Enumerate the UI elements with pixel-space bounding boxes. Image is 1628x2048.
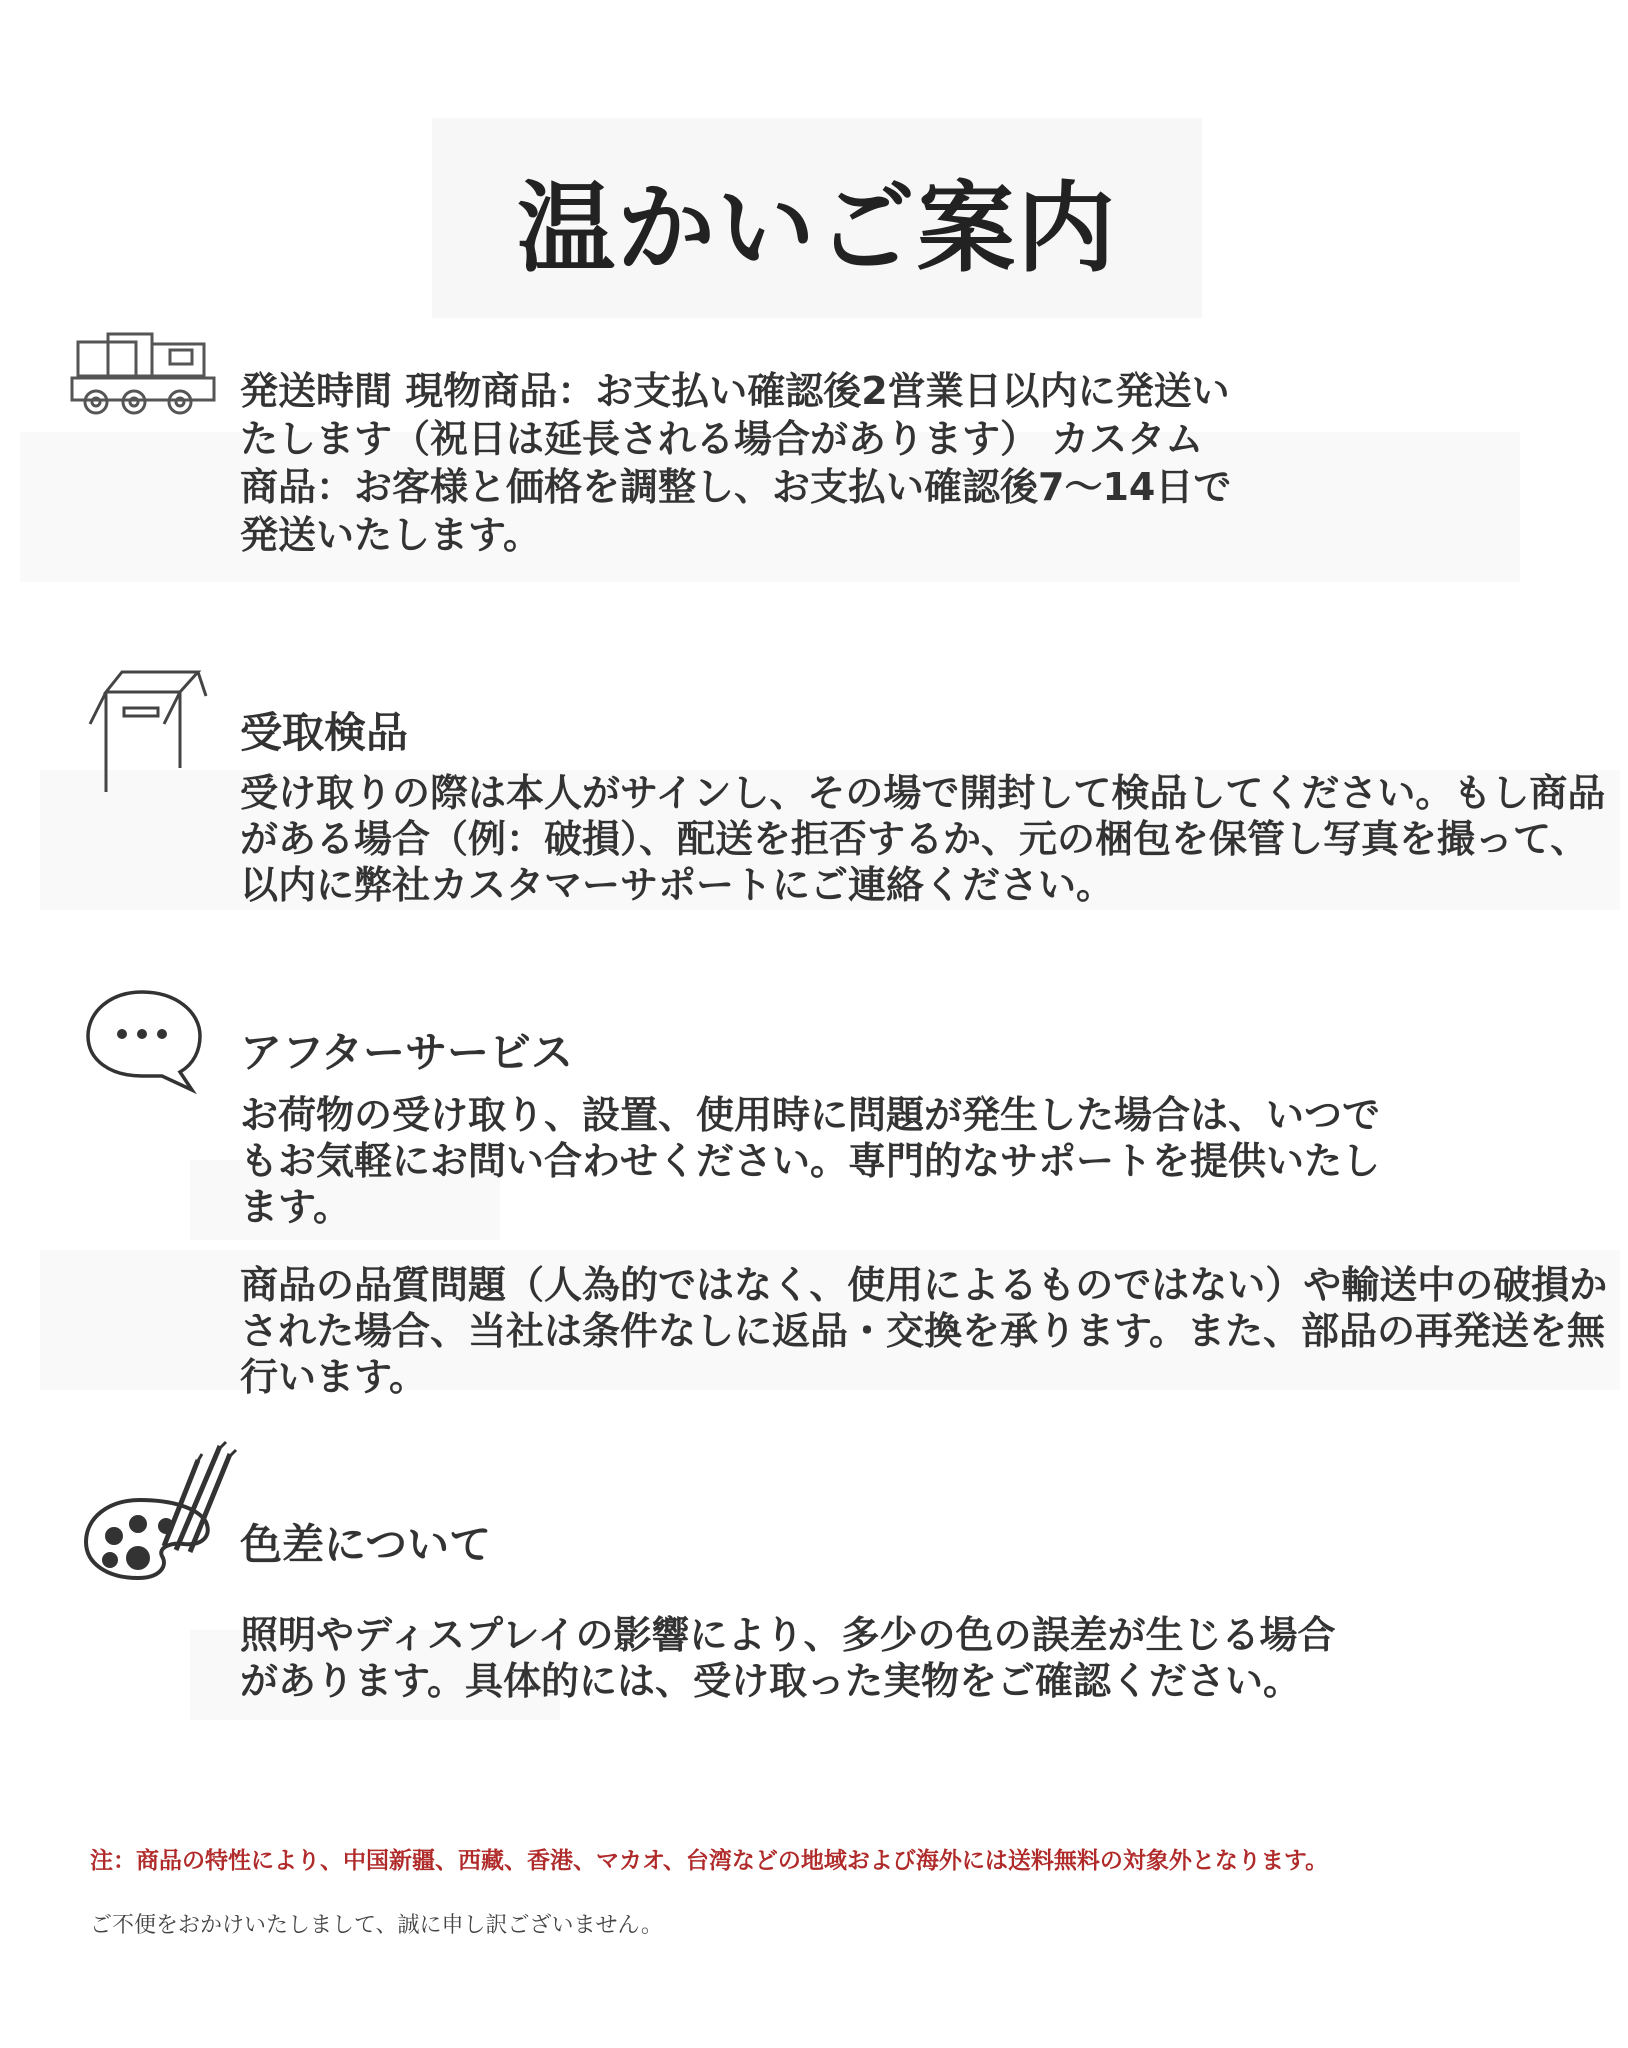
after-service-p2-line-2: された場合、当社は条件なしに返品・交換を承ります。また、部品の再発送を無 xyxy=(240,1309,1605,1353)
shipping-line-1: 発送時間 現物商品：お支払い確認後2営業日以内に発送い xyxy=(240,369,1230,413)
truck-icon xyxy=(68,330,228,430)
shipping-line-4: 発送いたします。 xyxy=(240,513,541,557)
shipping-line-3: 商品：お客様と価格を調整し、お支払い確認後7〜14日で xyxy=(240,465,1232,509)
after-service-p1-line-2: もお気軽にお問い合わせください。専門的なサポートを提供いたし xyxy=(240,1139,1381,1183)
box-icon xyxy=(84,668,214,798)
chat-bubble-icon xyxy=(80,984,210,1094)
inspection-line-2: がある場合（例：破損）、配送を拒否するか、元の梱包を保管し写真を撮って、 xyxy=(240,817,1589,861)
after-service-heading: アフターサービス xyxy=(240,1028,574,1077)
after-service-p2-line-3: 行います。 xyxy=(240,1355,427,1399)
inspection-line-3: 以内に弊社カスタマーサポートにご連絡ください。 xyxy=(240,863,1115,907)
after-service-p2-line-1: 商品の品質問題（人為的ではなく、使用によるものではない）や輸送中の破損か xyxy=(240,1263,1608,1307)
color-diff-line-1: 照明やディスプレイの影響により、多少の色の誤差が生じる場合 xyxy=(240,1613,1336,1657)
shipping-note: 注：商品の特性により、中国新疆、西藏、香港、マカオ、台湾などの地域および海外には送料無料の対象外となります。 xyxy=(90,1848,1329,1874)
color-diff-heading: 色差について xyxy=(240,1520,492,1569)
apology-text: ご不便をおかけいたしまして、誠に申し訳ございません。 xyxy=(90,1913,663,1938)
inspection-line-1: 受け取りの際は本人がサインし、その場で開封して検品してください。もし商品 xyxy=(240,771,1606,815)
color-diff-line-2: があります。具体的には、受け取った実物をご確認ください。 xyxy=(240,1659,1301,1703)
palette-icon xyxy=(80,1440,240,1590)
shipping-line-2: たします（祝日は延長される場合があります） カスタム xyxy=(240,417,1204,461)
inspection-heading: 受取検品 xyxy=(240,708,409,757)
after-service-p1-line-1: お荷物の受け取り、設置、使用時に問題が発生した場合は、いつで xyxy=(240,1093,1381,1137)
page-title: 温かいご案内 xyxy=(516,172,1117,286)
after-service-p1-line-3: ます。 xyxy=(240,1185,351,1229)
